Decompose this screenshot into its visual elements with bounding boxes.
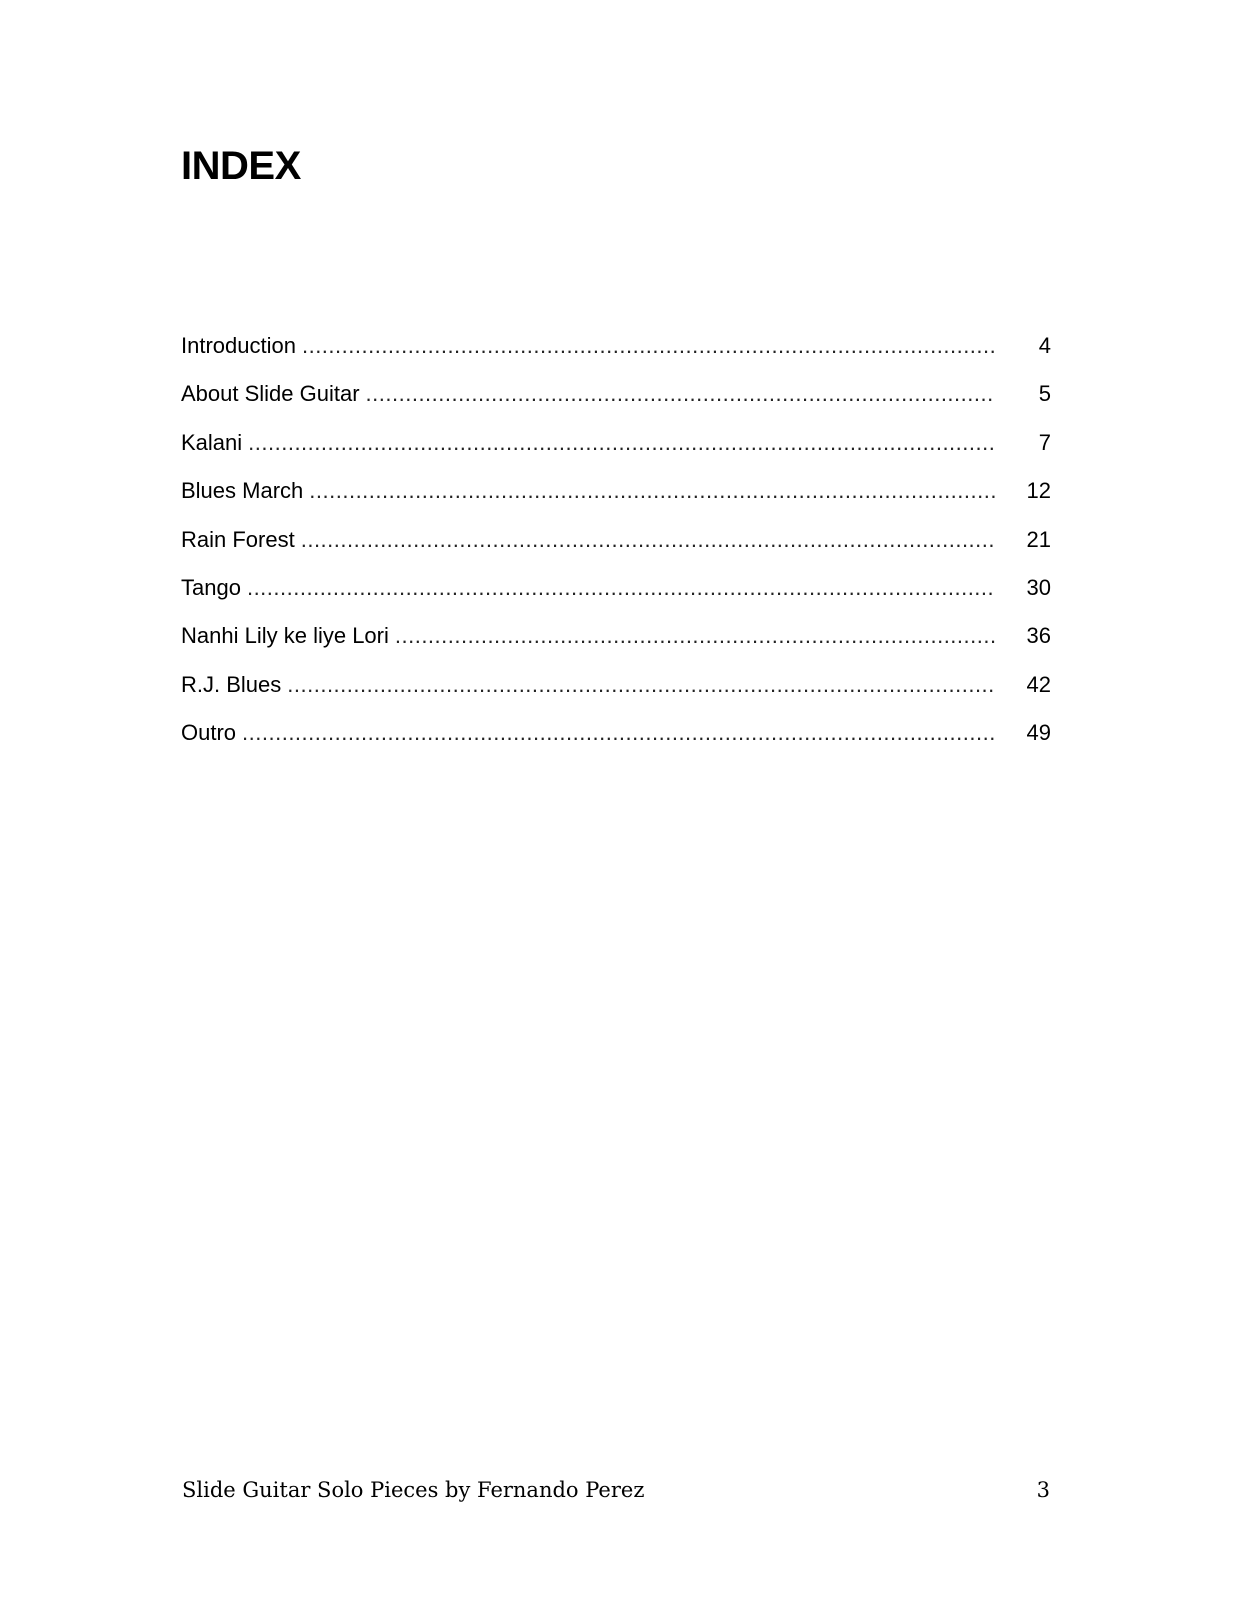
index-entry-label: Introduction xyxy=(181,333,296,358)
dot-leader xyxy=(248,430,995,456)
index-entry-label: R.J. Blues xyxy=(181,671,282,697)
page-title: INDEX xyxy=(181,144,301,188)
footer-page-number: 3 xyxy=(1036,1478,1050,1502)
index-entry xyxy=(181,478,1055,526)
index-entry xyxy=(181,430,1055,478)
index-entry xyxy=(181,623,1055,671)
page-footer xyxy=(182,1478,1056,1503)
index-entry-label: Kalani xyxy=(181,429,243,455)
dot-leader xyxy=(301,527,995,553)
dot-leader xyxy=(366,381,995,407)
index-entry-page: 21 xyxy=(1026,526,1051,552)
index-entry-label: Tango xyxy=(181,574,241,600)
index-entry xyxy=(181,527,1055,575)
index-entry-page: 4 xyxy=(1038,333,1051,358)
dot-leader xyxy=(287,672,995,698)
dot-leader xyxy=(247,575,995,601)
dot-leader xyxy=(242,720,995,746)
footer-text: Slide Guitar Solo Pieces by Fernando Perez xyxy=(182,1478,645,1502)
index-entry-page: 49 xyxy=(1026,720,1051,746)
index-entry-label: Rain Forest xyxy=(181,526,295,552)
index-entry-page: 7 xyxy=(1038,429,1051,455)
dot-leader xyxy=(395,623,995,649)
index-entry xyxy=(181,381,1055,429)
dot-leader xyxy=(309,478,995,504)
index-entry-page: 42 xyxy=(1026,671,1051,697)
index-entry-page: 5 xyxy=(1038,381,1051,407)
index-entry-label: Blues March xyxy=(181,478,304,504)
index-entry xyxy=(181,672,1055,720)
index-entry xyxy=(181,575,1055,623)
index-entry-page: 12 xyxy=(1026,478,1051,504)
index-entry-label: Nanhi Lily ke liye Lori xyxy=(181,623,389,649)
index-entry-label: Outro xyxy=(181,720,237,746)
dot-leader xyxy=(302,333,995,359)
index-entry xyxy=(181,720,1055,768)
index-entry xyxy=(181,333,1055,381)
index-entry-label: About Slide Guitar xyxy=(181,381,360,407)
index-entry-page: 36 xyxy=(1026,623,1051,649)
index-list xyxy=(181,333,1055,769)
index-entry-page: 30 xyxy=(1026,574,1051,600)
